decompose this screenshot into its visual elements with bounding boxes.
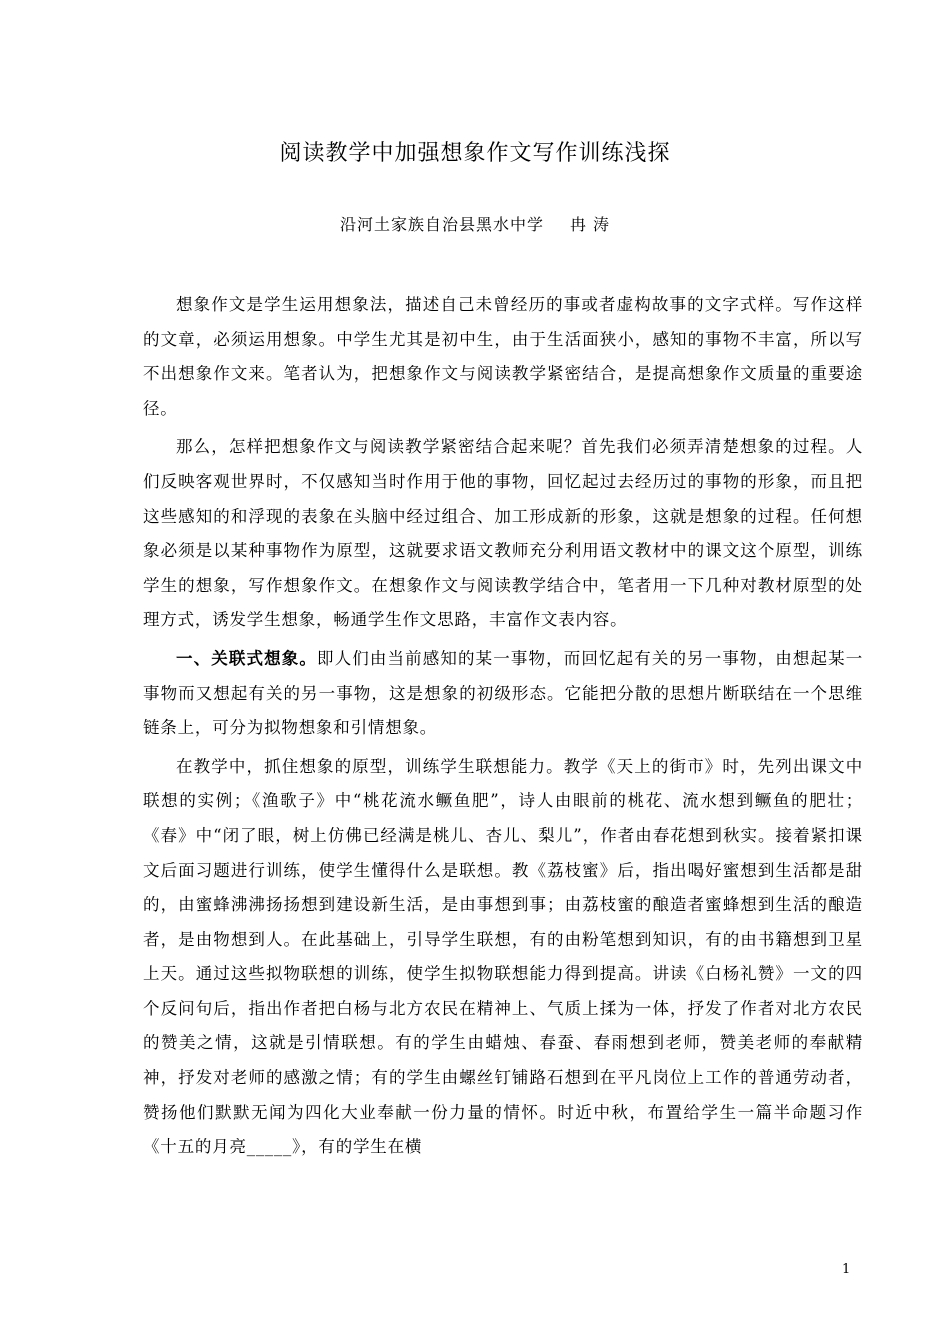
document-body — [143, 288, 863, 1169]
section-text: 即人们由当前感知的某一事物，而回忆起有关的另一事物，由想起某一事物而又想起有关的另一事物，这是想象的初级形态。它能把分散的思想片断联结在一个思维链条上，可分为拟物想象和引情想象。 — [143, 648, 863, 738]
author-name: 冉 涛 — [569, 215, 611, 234]
page-number: 1 — [842, 1262, 851, 1277]
paragraph-method: 那么，怎样把想象作文与阅读教学紧密结合起来呢？首先我们必须弄清楚想象的过程。人们反映客观世界时，不仅感知当时作用于他的事物，回忆起过去经历过的事物的形象，而且把这些感知的和浮现的表象在头脑中经过组合、加工形成新的形象，这就是想象的过程。任何想象必须是以某种事物作为原型，这就要求语文教师充分利用语文教材中的课文这个原型，训练学生的想象，写作想象作文。在想象作文与阅读教学结合中，笔者用一下几种对教材原型的处理方式，诱发学生想象，畅通学生作文思路，丰富作文表内容。 — [143, 437, 863, 630]
author-line — [0, 212, 950, 235]
paragraph-intro: 想象作文是学生运用想象法，描述自己未曾经历的事或者虚构故事的文字式样。写作这样的文章，必须运用想象。中学生尤其是初中生，由于生活面狭小，感知的事物不丰富，所以写不出想象作文来。笔者认为，把想象作文与阅读教学紧密结合，是提高想象作文质量的重要途径。 — [143, 295, 863, 418]
section-heading: 一、关联式想象。 — [176, 648, 317, 668]
paragraph-teaching-examples: 在教学中，抓住想象的原型，训练学生联想能力。教学《天上的街市》时，先列出课文中联想的实例；《渔歌子》中“桃花流水鳜鱼肥”，诗人由眼前的桃花、流水想到鳜鱼的肥壮；《春》中“闭了眼，树上仿佛已经满是桃儿、杏儿、梨儿”，作者由春花想到秋实。接着紧扣课文后面习题进行训练，使学生懂得什么是联想。教《荔枝蜜》后，指出喝好蜜想到生活都是甜的，由蜜蜂沸沸扬扬想到建设新生活，是由事想到事；由荔枝蜜的酿造者蜜蜂想到生活的酿造者，是由物想到人。在此基础上，引导学生联想，有的由粉笔想到知识，有的由书籍想到卫星上天。通过这些拟物联想的训练，使学生拟物联想能力得到提高。讲读《白杨礼赞》一文的四个反问句后，指出作者把白杨与北方农民在精神上、气质上揉为一体，抒发了作者对北方农民的赞美之情，这就是引情联想。有的学生由蜡烛、春蚕、春雨想到老师，赞美老师的奉献精神，抒发对老师的感激之情；有的学生由螺丝钉铺路石想到在平凡岗位上工作的普通劳动者，赞扬他们默默无闻为四化大业奉献一份力量的情怀。时近中秋，布置给学生一篇半命题习作《十五的月亮_____》，有的学生在横 — [143, 756, 863, 1157]
author-affiliation: 沿河土家族自治县黑水中学 — [339, 215, 544, 234]
document-title: 阅读教学中加强想象作文写作训练浅探 — [279, 141, 671, 166]
paragraph-section-1 — [143, 642, 863, 746]
